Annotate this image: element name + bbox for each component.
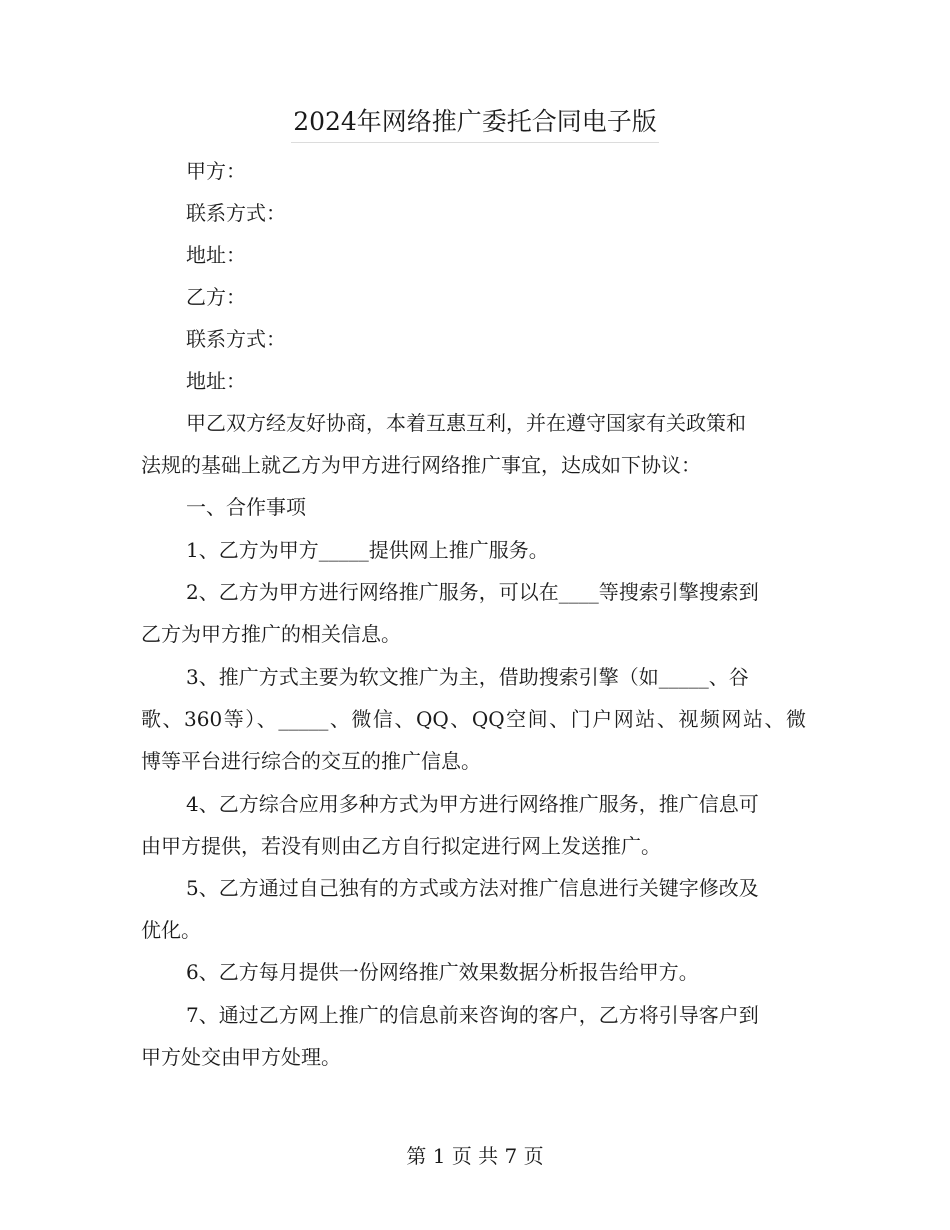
party-a-label: 甲方： (186, 159, 246, 183)
clause-2-line-1: 2、乙方为甲方进行网络推广服务，可以在____等搜索引擎搜索到 (186, 580, 759, 604)
clause-4-line-1: 4、乙方综合应用多种方式为甲方进行网络推广服务，推广信息可 (186, 792, 759, 816)
clause-1: 1、乙方为甲方_____提供网上推广服务。 (186, 538, 549, 562)
document-title: 2024年网络推广委托合同电子版 (0, 104, 950, 143)
clause-7-line-1: 7、通过乙方网上推广的信息前来咨询的客户，乙方将引导客户到 (186, 1003, 759, 1027)
clause-3-line-2: 歌、360等）、_____、微信、QQ、QQ空间、门户网站、视频网站、微 (141, 707, 806, 731)
party-a-contact-label: 联系方式： (186, 201, 286, 225)
preamble-line-1: 甲乙双方经友好协商，本着互惠互利，并在遵守国家有关政策和 (186, 411, 746, 435)
party-b-label: 乙方： (186, 285, 246, 309)
clause-2-line-2: 乙方为甲方推广的相关信息。 (141, 622, 401, 646)
section-heading-cooperation: 一、合作事项 (186, 495, 306, 519)
clause-4-line-2: 由甲方提供，若没有则由乙方自行拟定进行网上发送推广。 (141, 834, 661, 858)
clause-5-line-1: 5、乙方通过自己独有的方式或方法对推广信息进行关键字修改及 (186, 876, 759, 900)
party-a-address-label: 地址： (186, 243, 246, 267)
clause-3-line-3: 博等平台进行综合的交互的推广信息。 (141, 749, 481, 773)
preamble-line-2: 法规的基础上就乙方为甲方进行网络推广事宜，达成如下协议： (141, 453, 701, 477)
clause-5-line-2: 优化。 (141, 918, 201, 942)
page-number-footer: 第 1 页 共 7 页 (406, 1144, 544, 1168)
clause-3-line-1: 3、推广方式主要为软文推广为主，借助搜索引擎（如_____、谷 (186, 665, 749, 689)
party-b-contact-label: 联系方式： (186, 327, 286, 351)
clause-7-line-2: 甲方处交由甲方处理。 (141, 1045, 341, 1069)
party-b-address-label: 地址： (186, 369, 246, 393)
clause-6: 6、乙方每月提供一份网络推广效果数据分析报告给甲方。 (186, 960, 699, 984)
